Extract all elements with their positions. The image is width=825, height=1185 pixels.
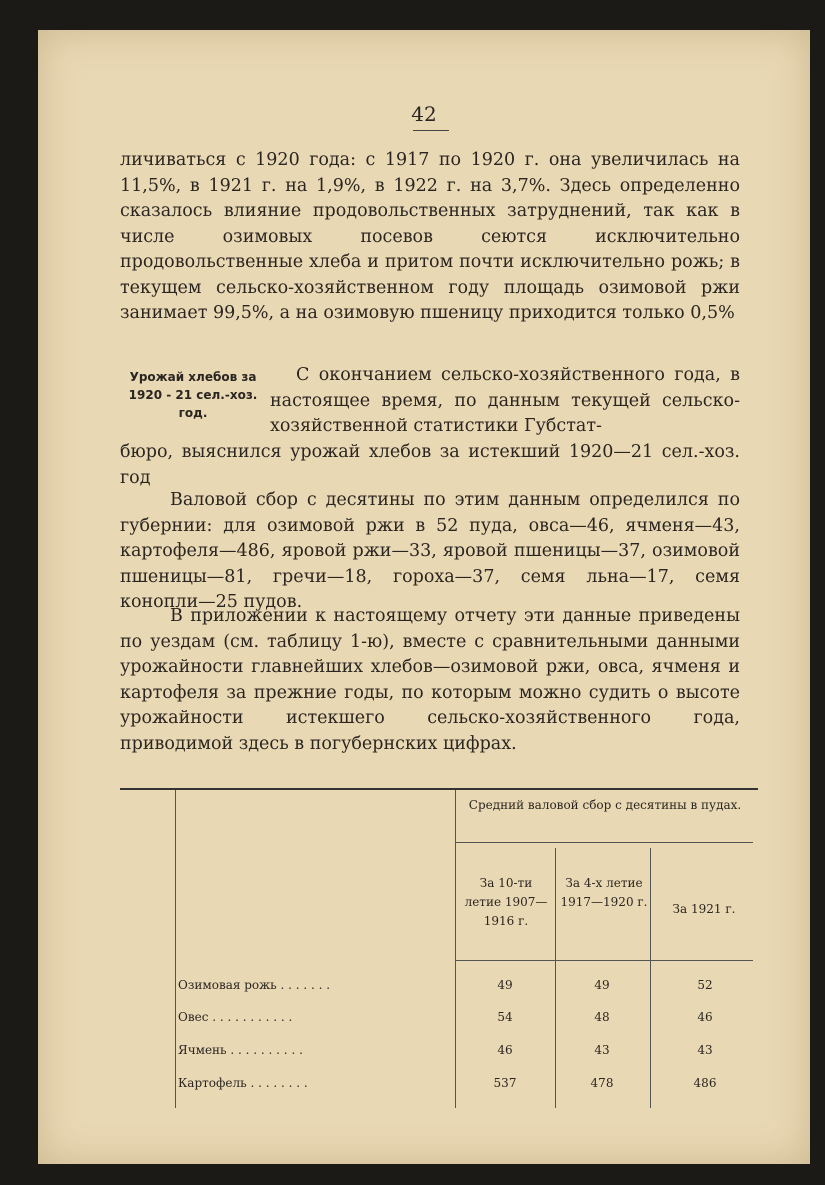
page-number-underline: [413, 130, 449, 131]
cell-col2: 478: [590, 1076, 614, 1090]
table-body-rule: [455, 960, 753, 961]
table-top-rule: [120, 788, 758, 790]
table-col-header-2: За 4-х летие 1917—1920 г.: [560, 876, 648, 909]
row-label: Озимовая рожь . . . . . . .: [178, 978, 331, 992]
document-page: [38, 30, 810, 1164]
cell-col1: 537: [493, 1076, 517, 1090]
paragraph-1: личиваться с 1920 года: с 1917 по 1920 г. она увеличилась на 11,5%, в 1921 г. на 1,9%, в 1922 г. на 3,7%. Здесь определенно сказалось влияние продовольственных затруднений, так как в числе озимовых посевов сеются исключительно продовольственные хлеба и притом почти исключительно рожь; в текущем сельско-хозяйственном году площадь озимовой ржи занимает 99,5%, а на озимовую пшеницу приходится только 0,5%: [120, 150, 740, 323]
margin-note: Урожай хлебов за 1920 - 21 сел.-хоз. год.: [128, 370, 258, 420]
cell-col1: 46: [497, 1043, 513, 1057]
cell-col3: 46: [697, 1010, 713, 1024]
table-col-header-1: За 10-ти летие 1907—1916 г.: [464, 876, 548, 928]
cell-col3: 43: [697, 1043, 713, 1057]
table-col-header-3: За 1921 г.: [672, 902, 736, 916]
cell-col2: 49: [594, 978, 610, 992]
row-label: Картофель . . . . . . . .: [178, 1076, 308, 1090]
row-label: Ячмень . . . . . . . . . .: [178, 1043, 303, 1057]
cell-col3: 52: [697, 978, 713, 992]
yield-table: [120, 788, 758, 1113]
cell-col2: 43: [594, 1043, 610, 1057]
table-left-border: [175, 790, 176, 1108]
paragraph-4: В приложении к настоящему отчету эти данные приведены по уездам (см. таблицу 1-ю), вместе с сравнительными данными урожайности главнейших хлебов—озимовой ржи, овса, ячменя и картофеля за прежние годы, по которым можно судить о высоте урожайности истекшего сельско-хозяйственного года, приводимой здесь в погубернских цифрах.: [120, 606, 740, 754]
table-header-group: Средний валовой сбор с десятины в пудах.: [468, 798, 742, 812]
table-col-divider-2: [650, 848, 651, 1108]
row-label: Овес . . . . . . . . . . .: [178, 1010, 293, 1024]
cell-col1: 49: [497, 978, 513, 992]
paragraph-3: Валовой сбор с десятины по этим данным определился по губернии: для озимовой ржи в 52 пуда, овса—46, ячменя—43, картофеля—486, яровой ржи—33, яровой пшеницы—37, озимовой пшеницы—81, гречи—18, гороха—37, семя льна—17, семя конопли—25 пудов.: [120, 490, 740, 612]
page-number: 42: [411, 102, 437, 126]
paragraph-2-continuation: бюро, выяснился урожай хлебов за истекший 1920—21 сел.-хоз. год: [120, 442, 740, 488]
paragraph-2-side: С окончанием сельско-хозяйственного года, в настоящее время, по данным текущей сельско-хозяйственной статистики Губстат-: [270, 365, 740, 436]
cell-col2: 48: [594, 1010, 610, 1024]
table-header-rule: [455, 842, 753, 843]
cell-col1: 54: [497, 1010, 513, 1024]
table-col-divider-1: [555, 848, 556, 1108]
table-divider: [455, 790, 456, 1108]
cell-col3: 486: [693, 1076, 717, 1090]
